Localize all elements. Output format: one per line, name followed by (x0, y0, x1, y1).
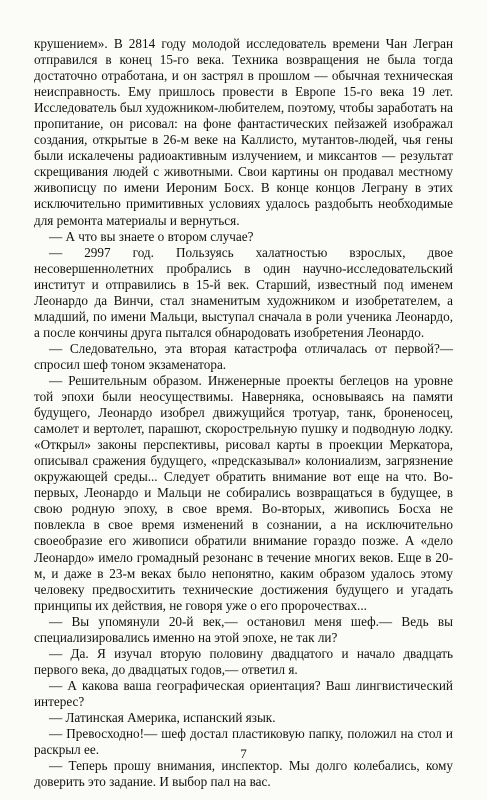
paragraph-1: крушением». В 2814 году молодой исследователь времени Чан Легран отправился в конец 15-го века. Техника возвращения не была тогда достаточно отработана, и он застрял в прошлом — обычная техническая неисправность. Ему пришлось провести в Европе 15-го века 19 лет. Исследователь был художником-любителем, поэтому, чтобы заработать на пропитание, он рисовал: на фоне фантастических пейзажей изображал создания, открытые в 26-м веке на Каллисто, мутантов-людей, чья гены были искалечены радиоактивным излучением, и миксантов — результат скрещивания людей с животными. Свои картины он продавал местному живописцу по имени Иероним Босх. В конце концов Леграну в этих исключительно примитивных условиях удалось раздобыть необходимые для ремонта материалы и вернуться. (34, 36, 453, 228)
paragraph-11: — Теперь прошу внимания, инспектор. Мы долго колебались, кому доверить это задание. И выбор пал на вас. (34, 758, 453, 790)
paragraph-9: — Латинская Америка, испанский язык. (49, 709, 276, 725)
paragraph-2: — А что вы знаете о втором случае? (49, 228, 254, 244)
paragraph-4: — Следовательно, эта вторая катастрофа отличалась от первой?— спросил шеф тоном экзаменатора. (34, 340, 453, 372)
paragraph-6: — Вы упомянули 20-й век,— остановил меня шеф.— Ведь вы специализировались именно на этой эпохе, не так ли? (34, 613, 453, 645)
paragraph-10: — Превосходно!— шеф достал пластиковую папку, положил на стол и раскрыл ее. (34, 726, 453, 758)
paragraph-5: — Решительным образом. Инженерные проекты беглецов на уровне той эпохи были неосуществимы. Наверняка, основываясь на памяти будущего, Леонардо изобрел движущийся тротуар, танк, броненосец, самолет и вертолет, парашют, скорострельную пушку и подводную лодку. «Открыл» законы перспективы, рисовал карты в проекции Меркатора, описывал сражения будущего, «предсказывал» колониализм, загрязнение окружающей среды... Следует обратить внимание вот еще на что. Во-первых, Леонардо и Мальци не собирались возвращаться в будущее, в свою родную эпоху, в свое время. Во-вторых, живопись Босха не повлекла в свое время изменений в сознании, а на исключительно своеобразие его живописи обратили внимание гораздо позже. А «дело Леонардо» имело громадный резонанс в течение многих веков. Еще в 20-м, и даже в 23-м веках было непонятно, каким образом удалось этому человеку предвосхитить технические достижения будущего и угадать принципы их действия, не говоря уже о его пророчествах... (34, 372, 453, 613)
paragraph-7: — Да. Я изучал вторую половину двадцатого и начало двадцать первого века, до двадцатых годов,— ответил я. (34, 645, 453, 677)
body-text (34, 36, 453, 790)
paragraph-3: — 2997 год. Пользуясь халатностью взрослых, двое несовершеннолетних пробрались в один научно-исследовательский институт и отправились в 15-й век. Старший, известный под именем Леонардо да Винчи, стал знаменитым художником и изобретателем, а младший, по имени Мальци, выступал сначала в роли ученика Леонардо, а после кончины друга пытался обнародовать изобретения Леонардо. (34, 244, 453, 340)
paragraph-8: — А какова ваша географическая ориентация? Ваш лингвистический интерес? (34, 677, 453, 709)
page-number: 7 (240, 746, 247, 761)
